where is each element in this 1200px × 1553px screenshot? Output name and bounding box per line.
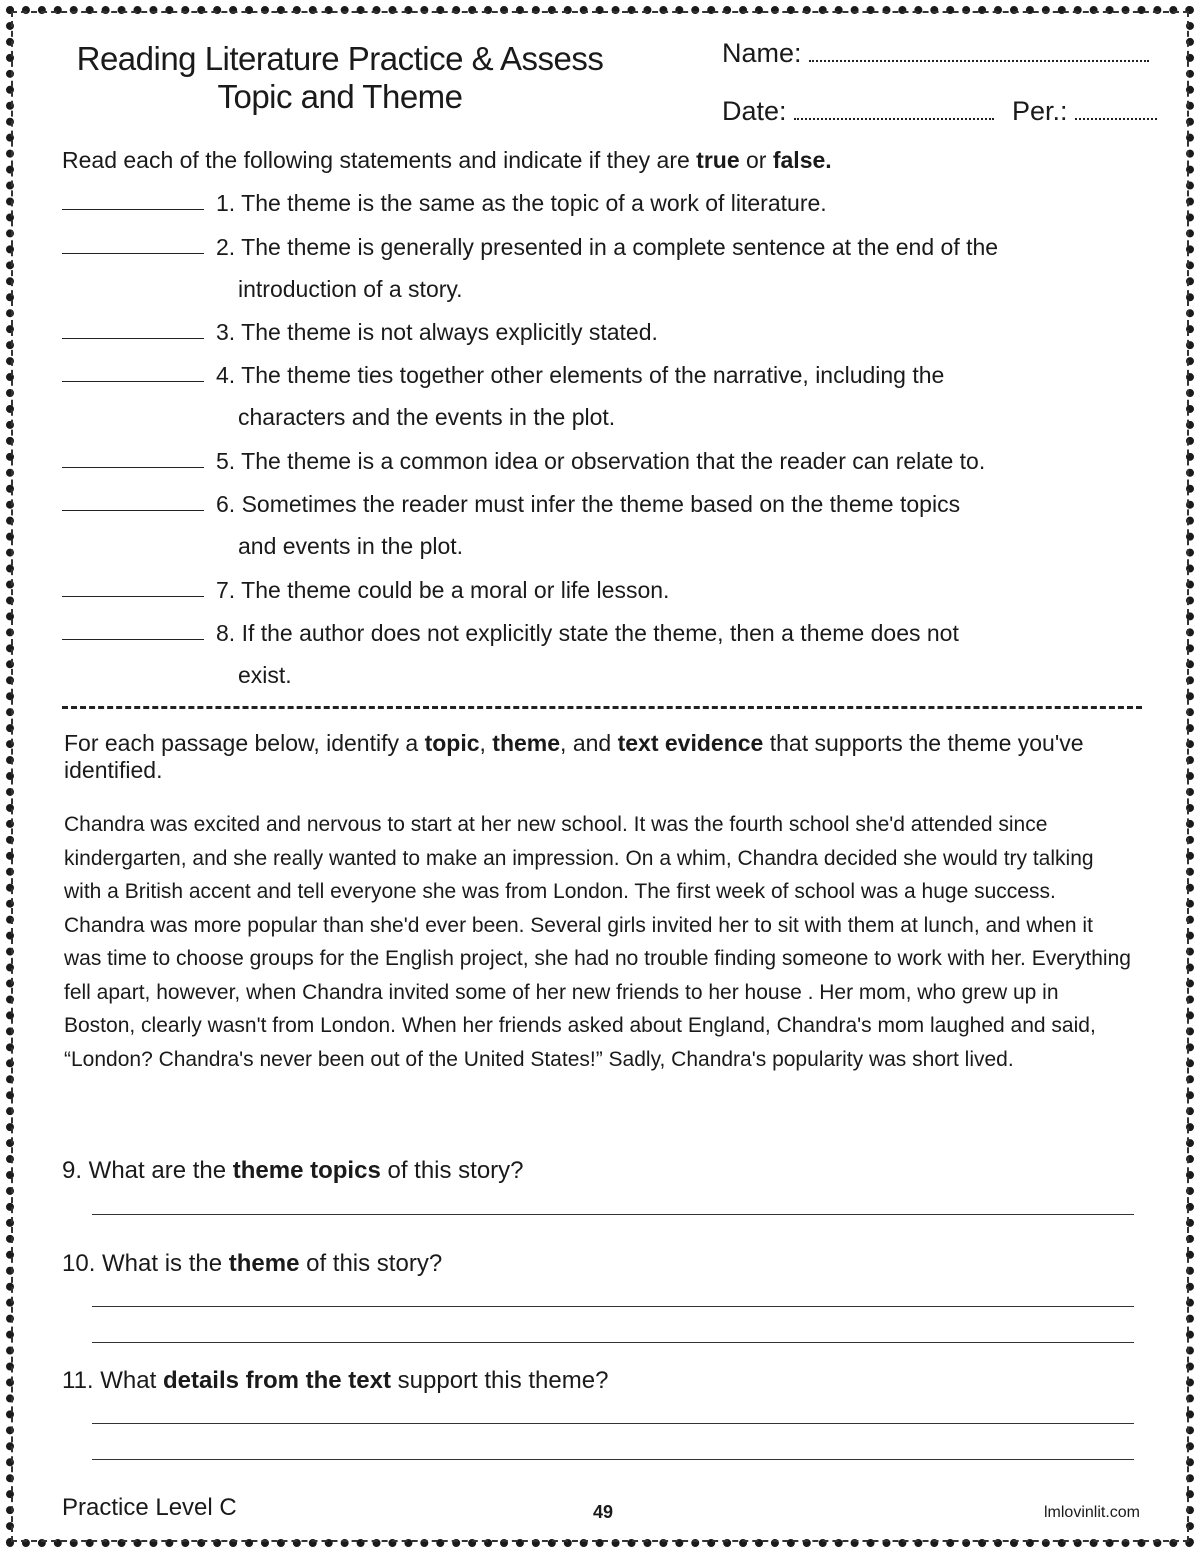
- statement-continuation: characters and the events in the plot.: [238, 404, 616, 430]
- passage-instruction: [64, 730, 1134, 784]
- question-text: 9. What are the: [62, 1157, 233, 1184]
- date-label: Date:: [722, 96, 787, 126]
- site-credit: lmlovinlit.com: [1043, 1504, 1140, 1521]
- date-blank[interactable]: [794, 112, 994, 120]
- statement-continuation: and events in the plot.: [238, 533, 464, 559]
- title-line-2: Topic and Theme: [217, 78, 463, 115]
- instruction-text: For each passage below, identify a: [64, 730, 425, 756]
- statement: [216, 612, 1136, 696]
- answer-blank[interactable]: [62, 338, 204, 339]
- statement-line: 2. The theme is generally presented in a complete sentence at the end of the: [216, 234, 999, 260]
- date-field[interactable]: [722, 96, 994, 127]
- question-text-end: of this story?: [380, 1157, 524, 1184]
- page-number: 49: [592, 1502, 614, 1522]
- statement-continuation: exist.: [238, 662, 292, 688]
- per-blank[interactable]: [1075, 112, 1157, 120]
- statement-line: 6. Sometimes the reader must infer the theme based on the theme topics: [216, 491, 961, 517]
- practice-level: Practice Level C: [62, 1494, 237, 1521]
- answer-blank[interactable]: [62, 639, 204, 640]
- name-blank[interactable]: [809, 54, 1149, 62]
- instruction-evidence: text evidence: [617, 730, 764, 756]
- answer-blank[interactable]: [62, 467, 204, 468]
- statement: [216, 440, 1136, 482]
- period-field[interactable]: [1012, 96, 1157, 127]
- instruction-text: Read each of the following statements and indicate if they are: [62, 147, 697, 173]
- statement-continuation: introduction of a story.: [238, 276, 463, 302]
- question-text: 11. What: [62, 1367, 163, 1394]
- instruction-topic: topic: [424, 730, 480, 756]
- title-line-1: Reading Literature Practice & Assess: [76, 40, 604, 77]
- answer-blank[interactable]: [62, 209, 204, 210]
- question-emphasis: theme: [228, 1250, 300, 1277]
- answer-line-10b[interactable]: [92, 1342, 1134, 1343]
- question-9: [62, 1157, 524, 1185]
- statement-line: 5. The theme is a common idea or observation that the reader can relate to.: [216, 448, 986, 474]
- statement-line: 3. The theme is not always explicitly stated.: [216, 319, 658, 345]
- statement: [216, 354, 1136, 438]
- answer-line-11b[interactable]: [92, 1459, 1134, 1460]
- answer-line-11a[interactable]: [92, 1423, 1134, 1424]
- instruction-theme: theme: [492, 730, 561, 756]
- instruction-false: false.: [772, 147, 832, 173]
- instruction-or: or: [739, 147, 773, 173]
- answer-blank[interactable]: [62, 381, 204, 382]
- statement-line: 7. The theme could be a moral or life lesson.: [216, 577, 670, 603]
- statement: [216, 569, 1136, 611]
- question-emphasis: details from the text: [162, 1367, 391, 1394]
- statement: [216, 182, 1136, 224]
- per-label: Per.:: [1012, 96, 1068, 126]
- question-text: 10. What is the: [62, 1250, 229, 1277]
- answer-blank[interactable]: [62, 253, 204, 254]
- question-emphasis: theme topics: [232, 1157, 381, 1184]
- answer-blank[interactable]: [62, 510, 204, 511]
- worksheet-title: [40, 40, 640, 116]
- question-11: [62, 1367, 608, 1395]
- statement-line: 4. The theme ties together other elements of the narrative, including the: [216, 362, 945, 388]
- statement: [216, 483, 1136, 567]
- instruction-true: true: [696, 147, 740, 173]
- statement-line: 1. The theme is the same as the topic of a work of literature.: [216, 190, 827, 216]
- name-label: Name:: [722, 38, 802, 68]
- instruction-and: , and: [560, 730, 618, 756]
- statement-line: 8. If the author does not explicitly state the theme, then a theme does not: [216, 620, 959, 646]
- story-passage: Chandra was excited and nervous to start at her new school. It was the fourth school she'd attended since kindergarten, and she really wanted to make an impression. On a whim, Chandra decided she would try talking with a British accent and tell everyone she was from London. The first week of school was a huge success. Chandra was more popular than she'd ever been. Several girls invited her to sit with them at lunch, and when it was time to choose groups for the English project, she had no trouble finding someone to work with her. Everything fell apart, however, when Chandra invited some of her new friends to her house . Her mom, who grew up in Boston, clearly wasn't from London. When her friends asked about England, Chandra's mom laughed and said, “London? Chandra's never been out of the United States!” Sadly, Chandra's popularity was short lived.: [64, 813, 1131, 1071]
- statement: [216, 226, 1136, 310]
- statement: [216, 311, 1136, 353]
- answer-blank[interactable]: [62, 596, 204, 597]
- section-divider: [62, 706, 1142, 709]
- question-text-end: of this story?: [299, 1250, 443, 1277]
- true-false-instruction: [62, 146, 1152, 174]
- answer-line-9[interactable]: [92, 1214, 1134, 1215]
- instruction-text-end: that supports the theme you've identified.: [64, 730, 1084, 783]
- question-text-end: support this theme?: [390, 1367, 609, 1394]
- instruction-comma: ,: [479, 730, 493, 756]
- name-field[interactable]: [722, 38, 1149, 69]
- question-10: [62, 1250, 442, 1278]
- answer-line-10a[interactable]: [92, 1306, 1134, 1307]
